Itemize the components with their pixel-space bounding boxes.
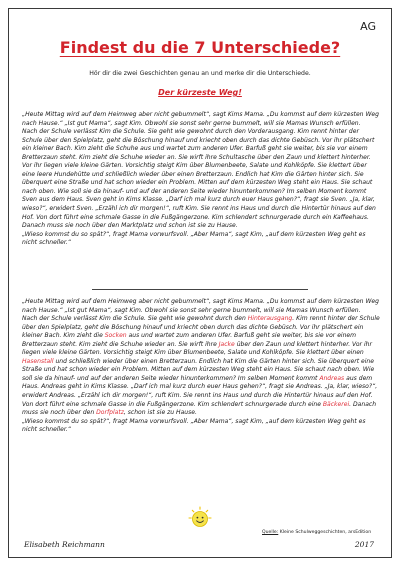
difference-word: Dorfplatz — [96, 409, 124, 417]
story-title: Der kürzeste Weg! — [158, 88, 242, 97]
story1-paragraph-3: „Wieso kommst du so spät?“, fragt Mama vorwurfsvoll. „Aber Mama“, sagt Kim, „auf dem kürzesten Weg geht es nicht schneller.“ — [22, 230, 366, 247]
corner-tag: AG — [360, 20, 376, 33]
year-label: 2017 — [354, 540, 374, 549]
source-text: Kleine Schulweggeschichten, arsEdition — [278, 530, 372, 535]
difference-word: Andreas — [319, 374, 345, 382]
instruction-text: Hör dir die zwei Geschichten genau an und merke dir die Unterschiede. — [89, 70, 311, 77]
smiley-face — [193, 512, 208, 527]
text-run: und schließlich wieder über einen Bretterzaun. Endlich hat Kim die Gärten hinter sich. Sie überquert eine Straße und hat schon wieder ein Problem. Mitten auf dem kürzesten Weg steht ein Haus. Sie schaut nach oben. Wie soll sie da hinauf- und auf der anderen Seite wieder hinunterkommen? Im selben Moment kommt — [22, 357, 375, 382]
author-name: Elisabeth Reichmann — [24, 540, 105, 549]
source-note — [262, 530, 371, 535]
story1-paragraph-2: Nach der Schule verlässt Kim die Schule. Sie geht wie gewohnt durch den Vorderausgang. Kim rennt hinter der Schule über den Spielplatz, geht die Böschung hinauf und kriecht oben durch das dichte Gebüsch. Vor ihr plätschert ein kleiner Bach. Kim zieht die Schuhe aus und wartet zum anderen Ufer. Barfuß geht sie weiter, bis sie vor einem Bretterzaun steht. Kim zieht die Schuhe wieder an. Sie wirft ihre Schultasche über den Zaun und klettert hinterher. Vor ihr liegen viele kleine Gärten. Vorsichtig steigt Kim über Blumenbeete, Salate und Kohlköpfe. Sie klettert über eine leere Hundehütte und schließlich wieder über einen Bretterzaun. Endlich hat Kim die Gärten hinter sich. Sie überquert eine Straße und hat schon wieder ein Problem. Mitten auf dem kürzesten Weg steht ein Haus. Sie schaut nach oben. Wie soll sie da hinauf- und auf der anderen Seite wieder hinunterkommen? Im selben Moment kommt Sven aus dem Haus. Sven geht in Kims Klasse. „Darf ich mal kurz durch euer Haus gehen?“, fragt sie Sven. „Ja, klar, wieso?“, erwidert Sven. „Erzähl ich dir morgen!“, ruft Kim. Sie rennt ins Haus und durch die Hintertür hinaus auf den Hof. Von dort führt eine schmale Gasse in die Fußgängerzone. Kim schlendert schnurgerade durch ein Kaffeehaus. Danach muss sie noch über den Marktplatz und schon ist sie zu Hause. — [22, 128, 376, 230]
story1-paragraph-1: „Heute Mittag wird auf dem Heimweg aber nicht gebummelt“, sagt Kims Mama. „Du kommst auf dem kürzesten Weg nach Hause.“ „Ist gut Mama“, sagt Kim. Obwohl sie sonst sehr gerne bummelt, will sie Mamas Wunsch erfüllen. — [22, 111, 379, 127]
source-label: Quelle: — [262, 530, 279, 535]
page-title: Findest du die 7 Unterschiede? — [59, 38, 341, 57]
story2-paragraph-3: „Wieso kommst du so spät?“, fragt Mama vorwurfsvoll. „Aber Mama“, sagt Kim, „auf dem kürzesten Weg geht es nicht schneller.“ — [22, 417, 366, 434]
text-run: , schon ist sie zu Hause. — [123, 409, 197, 417]
text-run: Nach der Schule verlässt Kim die Schule. Sie geht wie gewohnt durch den — [22, 315, 248, 323]
smiley-eye-left — [197, 517, 199, 519]
difference-word: Hinterausgang — [247, 315, 293, 323]
text-run: aus und wartet zum anderen Ufer. Barfuß geht sie weiter, bis sie vor einem Bretterzaun steht. Kim zieht die Schuhe wieder an. Sie wirft ihre — [22, 332, 357, 348]
section-divider — [92, 289, 308, 290]
text-run: . Kim rennt hinter der Schule über den Spielplatz, geht die Böschung hinauf und kriecht oben durch das dichte Gebüsch. Vor ihr plätschert ein kleiner Bach. Kim zieht die — [22, 315, 380, 340]
text-run: über den Zaun und klettert hinterher. Vor ihr liegen viele kleine Gärten. Vorsichtig steigt Kim über Blumenbeete, Salate und Kohlköpfe. Sie klettert über einen — [22, 340, 372, 357]
text-run: aus dem Haus. Andreas geht in Kims Klasse. „Darf ich mal kurz durch euer Haus gehen?“, fragt sie Andreas. „Ja, klar, wieso?“, erwidert Andreas. „Erzähl ich dir morgen!“, ruft Kim. Sie rennt ins Haus und durch die Hintertür hinaus auf den Hof. Von dort führt eine schmale Gasse in die Fußgängerzone. Kim schlendert schnurgerade durch eine — [22, 374, 378, 408]
story2-paragraph-2 — [22, 315, 380, 418]
story-original — [22, 111, 380, 248]
difference-word: Jacke — [218, 340, 235, 348]
difference-word: Bäckerei — [322, 400, 350, 408]
smiley-icon — [188, 506, 212, 530]
story-modified — [22, 298, 380, 435]
difference-word: Hasenstall — [22, 357, 54, 365]
story2-paragraph-1: „Heute Mittag wird auf dem Heimweg aber nicht gebummelt“, sagt Kims Mama. „Du kommst auf dem kürzesten Weg nach Hause.“ „Ist gut Mama“, sagt Kim. Obwohl sie sonst sehr gerne bummelt, will sie Mamas Wunsch erfüllen. — [22, 298, 379, 314]
smiley-eye-right — [202, 517, 204, 519]
text-run: . Danach muss sie noch über den — [22, 400, 377, 417]
difference-word: Socken — [104, 332, 127, 340]
